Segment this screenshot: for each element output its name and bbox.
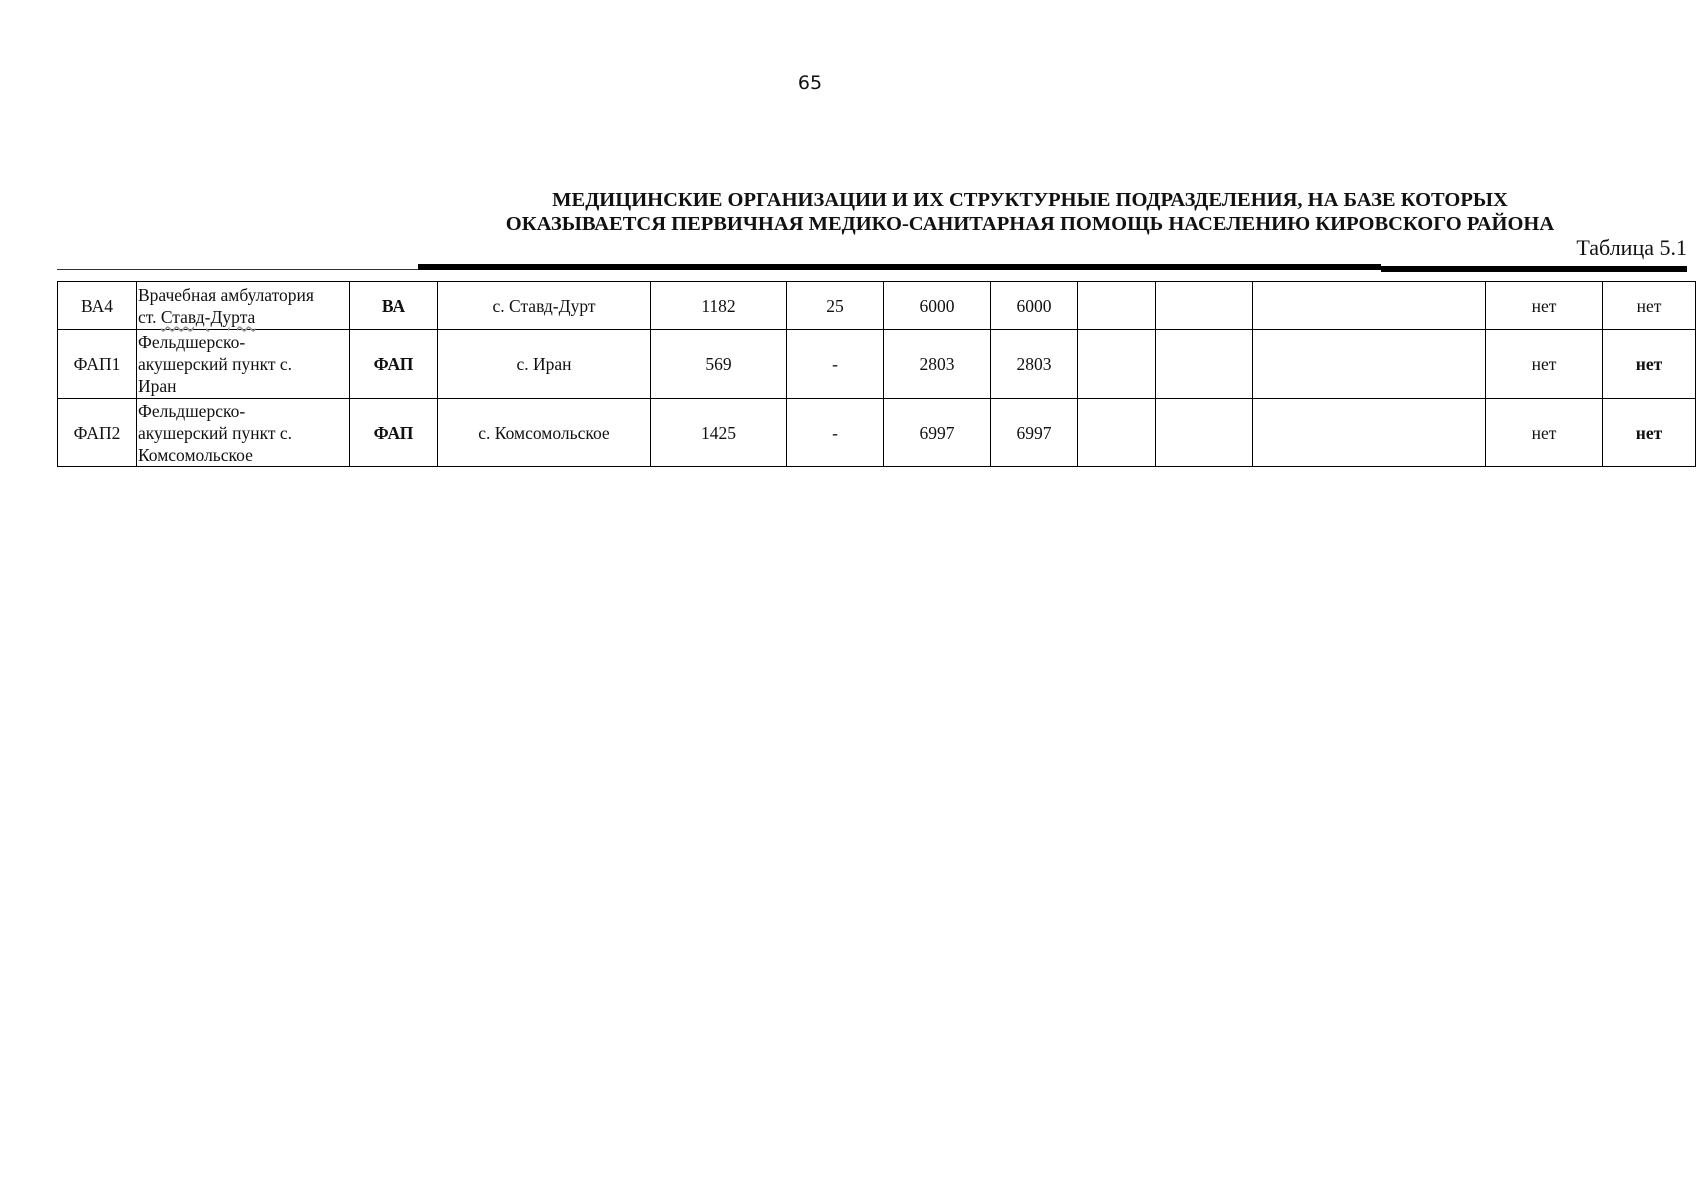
cell-settlement: с. Иран	[438, 330, 651, 399]
title-line-1: МЕДИЦИНСКИЕ ОРГАНИЗАЦИИ И ИХ СТРУКТУРНЫЕ ПОДРАЗДЕЛЕНИЯ, НА БАЗЕ КОТОРЫХ	[552, 189, 1508, 211]
cell-value: 2803	[884, 330, 991, 399]
cell-empty	[1078, 399, 1156, 467]
cell-empty	[1253, 282, 1486, 330]
page-number: 65	[797, 72, 823, 94]
cell-value: -	[787, 399, 884, 467]
document-title	[420, 188, 1640, 236]
cell-value: 6997	[991, 399, 1078, 467]
table-caption: Таблица 5.1	[1576, 235, 1687, 260]
cell-empty	[1253, 330, 1486, 399]
cell-settlement: с. Ставд-Дурт	[438, 282, 651, 330]
name-line: Фельдшерско-	[138, 332, 246, 352]
cell-value: нет	[1603, 282, 1696, 330]
cell-empty	[1156, 399, 1253, 467]
cell-value: нет	[1486, 330, 1603, 399]
cell-code: ФАП2	[58, 399, 137, 467]
cell-value: 6000	[991, 282, 1078, 330]
cell-value: 25	[787, 282, 884, 330]
organizations-table	[57, 281, 1696, 467]
cell-value: 2803	[991, 330, 1078, 399]
table-row	[58, 330, 1696, 399]
cell-empty	[1253, 399, 1486, 467]
cell-type: ВА	[350, 282, 438, 330]
cell-name	[137, 399, 350, 467]
divider-thick	[418, 264, 1381, 270]
cell-value: нет	[1486, 399, 1603, 467]
cell-value: -	[787, 330, 884, 399]
cell-value: 6997	[884, 399, 991, 467]
name-line: Фельдшерско-	[138, 400, 246, 421]
cell-empty	[1078, 282, 1156, 330]
divider-thick	[1381, 266, 1687, 272]
title-line-2: ОКАЗЫВАЕТСЯ ПЕРВИЧНАЯ МЕДИКО-САНИТАРНАЯ ПОМОЩЬ НАСЕЛЕНИЮ КИРОВСКОГО РАЙОНА	[505, 213, 1555, 235]
name-line: Комсомольское	[138, 444, 253, 465]
cell-settlement: с. Комсомольское	[438, 399, 651, 467]
cell-code: ВА4	[58, 282, 137, 330]
cell-value: 569	[651, 330, 787, 399]
cell-type: ФАП	[350, 399, 438, 467]
table-row	[58, 282, 1696, 330]
name-line: Врачебная амбулатория	[138, 284, 314, 305]
name-line: акушерский пункт с.	[138, 422, 293, 443]
name-marked-word: Ставд-Дурта	[160, 306, 256, 327]
name-line: Иран	[138, 376, 177, 396]
cell-empty	[1078, 330, 1156, 399]
cell-name	[137, 330, 350, 399]
cell-type: ФАП	[350, 330, 438, 399]
table-row	[58, 399, 1696, 467]
cell-value: нет	[1603, 399, 1696, 467]
name-line	[138, 306, 349, 328]
cell-value: нет	[1603, 330, 1696, 399]
name-line: акушерский пункт с.	[138, 354, 293, 374]
name-prefix: ст.	[138, 306, 161, 327]
cell-value: 1425	[651, 399, 787, 467]
cell-value: 1182	[651, 282, 787, 330]
cell-code: ФАП1	[58, 330, 137, 399]
cell-empty	[1156, 330, 1253, 399]
cell-empty	[1156, 282, 1253, 330]
cell-value: 6000	[884, 282, 991, 330]
cell-name	[137, 282, 350, 330]
cell-value: нет	[1486, 282, 1603, 330]
